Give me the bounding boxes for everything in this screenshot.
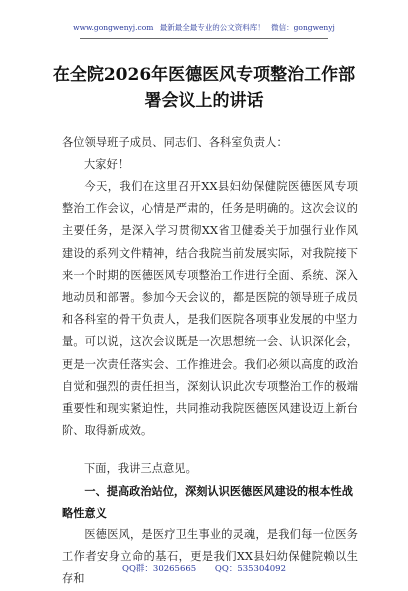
footer-qq: QQ：535304092 [214, 564, 286, 574]
document-title [30, 62, 378, 114]
section-heading-1: 一、提高政治站位，深刻认识医德医风建设的根本性战略性意义 [62, 484, 353, 521]
paragraph-intro: 今天，我们在这里召开XX县妇幼保健院医德医风专项整治工作会议，心情是严肃的，任务是明确的。这次会议的主要任务，是深入学习贯彻XX省卫健委关于加强行业作风建设的系列文件精神，结合我院当前发展实际，对我院接下来一个时期的医德医风专项整治工作进行全面、系统、深入地动员和部署。参加今天会议的，都是医院的领导班子成员和各科室的骨干负责人，是我们医院各项事业发展的中坚力量。可以说，这次会议既是一次思想统一会、认识深化会，更是一次责任落实会、工作推进会。我们必须以高度的政治自觉和强烈的责任担当，深刻认识此次专项整治工作的极端重要性和现实紧迫性，共同推动我院医德医风建设迈上新台阶、取得新成效。 [62, 180, 358, 438]
title-line-1: 在全院2026年医德医风专项整治工作部 [52, 65, 356, 85]
header-slogan: 最新最全最专业的公文资料库！ [159, 23, 265, 32]
header-wechat: 微信：gongwenyj [271, 23, 335, 32]
header-divider [80, 38, 328, 39]
page-header [0, 22, 408, 33]
salutation: 各位领导班子成员、同志们、各科室负责人： [62, 136, 288, 149]
paragraph-section-1: 医德医风，是医疗卫生事业的灵魂，是我们每一位医务工作者安身立命的基石，更是我们XX县妇幼保健院赖以生存和 [62, 528, 358, 586]
page-footer [0, 562, 408, 574]
greeting: 大家好！ [84, 158, 130, 171]
paragraph-transition: 下面，我讲三点意见。 [84, 462, 197, 475]
header-website: www.gongwenyj.com [73, 23, 154, 32]
title-line-2: 署会议上的讲话 [144, 91, 264, 111]
footer-qq-group: QQ群：30265665 [121, 564, 197, 574]
